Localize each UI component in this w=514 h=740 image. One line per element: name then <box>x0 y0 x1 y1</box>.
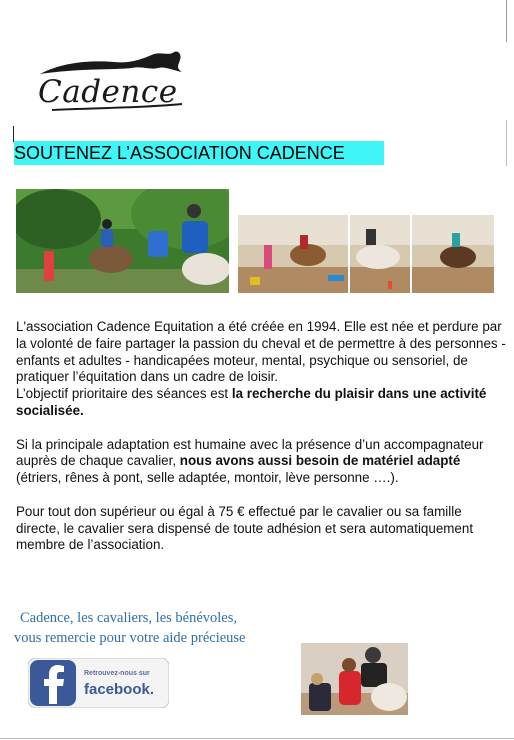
paragraph-objective <box>16 386 508 420</box>
text-cursor <box>13 126 14 142</box>
thanks-line-2: vous remercie pour votre aide précieuse <box>14 630 246 646</box>
photo-indoor-arena <box>238 215 494 293</box>
paragraph-equipment <box>16 437 508 487</box>
paragraph-history: L'association Cadence Equitation a été créée en 1994. Elle est née et perdure par la volonté de faire partager la passion du cheval et de permettre à des personnes - enfants et adultes - handicapées moteur, mental, psychique ou sensoriel, de pratiquer l’équitation dans un cadre de loisir. <box>16 319 506 385</box>
equipment-prefix: Si la principale adaptation est humaine avec la présence d’un accompagnateur auprès de chaque cavalier, <box>16 436 484 469</box>
page-edge-line <box>506 120 507 166</box>
facebook-badge[interactable] <box>28 658 169 708</box>
page-edge-line <box>0 738 514 739</box>
paragraph-gap <box>16 487 508 504</box>
page-title: SOUTENEZ L’ASSOCIATION CADENCE <box>14 143 345 163</box>
thanks-line-1: Cadence, les cavaliers, les bénévoles, <box>20 610 238 626</box>
logo-text: Cadence <box>38 74 178 110</box>
equipment-bold: nous avons aussi besoin de matériel adapté <box>179 453 461 469</box>
objective-bold: la recherche du plaisir dans une activité socialisée. <box>16 386 487 418</box>
objective-prefix: L’objectif prioritaire des séances est <box>16 386 232 402</box>
paragraph-gap <box>16 420 508 437</box>
logo-horse-swoosh <box>40 51 182 74</box>
thanks-message <box>14 608 246 648</box>
facebook-brand-text: facebook. <box>84 681 155 698</box>
description-text <box>16 319 508 554</box>
page-edge-line <box>506 0 507 42</box>
photo-outdoor-riders <box>16 189 229 293</box>
paragraph-donation: Pour tout don supérieur ou égal à 75 € effectué par le cavalier ou sa famille directe, le cavalier sera dispensé de toute adhésion et sera automatiquement membre de l’association. <box>16 503 474 553</box>
facebook-small-text: Retrouvez-nous sur <box>84 670 150 677</box>
equipment-suffix: (étriers, rênes à pont, selle adaptée, montoir, lève personne ….). <box>16 470 399 486</box>
photo-volunteers <box>301 643 408 715</box>
